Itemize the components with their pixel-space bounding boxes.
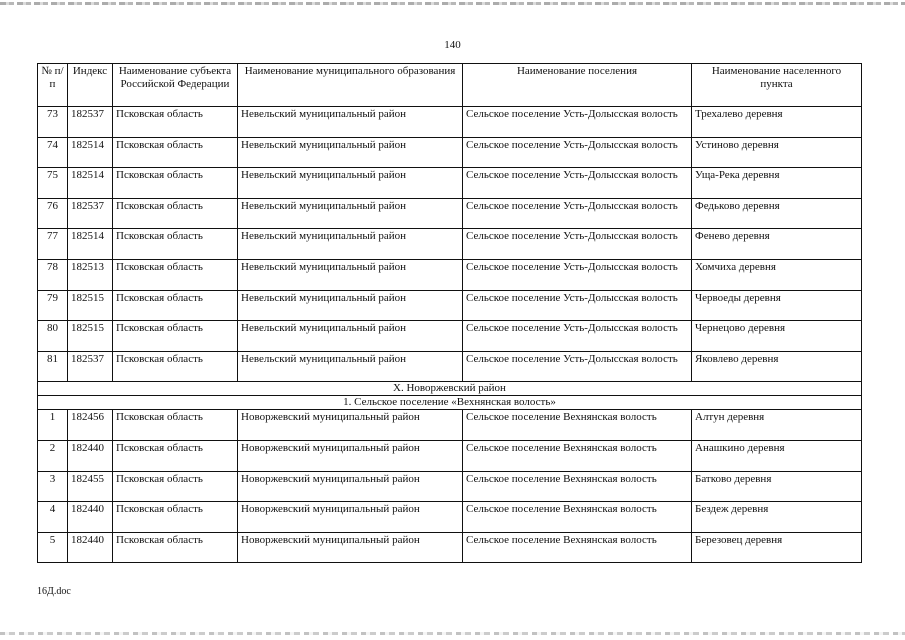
cell-settlement: Сельское поселение Вехнянская волость (463, 532, 692, 563)
table-row (38, 198, 862, 229)
cell-num: 75 (38, 168, 68, 199)
table-body-novorzhev (38, 410, 862, 563)
cell-num: 73 (38, 107, 68, 138)
cell-municipal: Невельский муниципальный район (238, 229, 463, 260)
header-municipal: Наименование муниципального образования (238, 64, 463, 107)
cell-settlement: Сельское поселение Усть-Долысская волость (463, 259, 692, 290)
cell-subject: Псковская область (113, 440, 238, 471)
cell-locality: Алтун деревня (692, 410, 862, 441)
cell-municipal: Невельский муниципальный район (238, 351, 463, 382)
footer-filename: 16Д.doc (37, 586, 71, 597)
table-row (38, 321, 862, 352)
section-settlement-title: 1. Сельское поселение «Вехнянская волость» (38, 396, 862, 410)
cell-num: 80 (38, 321, 68, 352)
cell-num: 77 (38, 229, 68, 260)
cell-locality: Анашкино деревня (692, 440, 862, 471)
cell-index: 182515 (68, 321, 113, 352)
section-district-title: X. Новоржевский район (38, 382, 862, 396)
cell-index: 182537 (68, 351, 113, 382)
header-locality: Наименование населенного пункта (692, 64, 862, 107)
cell-num: 1 (38, 410, 68, 441)
cell-subject: Псковская область (113, 532, 238, 563)
cell-locality: Батково деревня (692, 471, 862, 502)
cell-locality: Червоеды деревня (692, 290, 862, 321)
table-row (38, 137, 862, 168)
cell-settlement: Сельское поселение Вехнянская волость (463, 410, 692, 441)
cell-locality: Уща-Река деревня (692, 168, 862, 199)
cell-settlement: Сельское поселение Усть-Долысская волость (463, 168, 692, 199)
cell-num: 74 (38, 137, 68, 168)
cell-num: 2 (38, 440, 68, 471)
cell-subject: Псковская область (113, 137, 238, 168)
cell-municipal: Невельский муниципальный район (238, 259, 463, 290)
cell-index: 182514 (68, 168, 113, 199)
cell-index: 182440 (68, 502, 113, 533)
cell-index: 182455 (68, 471, 113, 502)
cell-index: 182513 (68, 259, 113, 290)
cell-num: 5 (38, 532, 68, 563)
cell-locality: Устиново деревня (692, 137, 862, 168)
cell-municipal: Новоржевский муниципальный район (238, 471, 463, 502)
cell-num: 4 (38, 502, 68, 533)
cell-locality: Чернецово деревня (692, 321, 862, 352)
table-row (38, 471, 862, 502)
table-row (38, 532, 862, 563)
page-number: 140 (444, 39, 461, 51)
table-row (38, 107, 862, 138)
cell-subject: Псковская область (113, 168, 238, 199)
table-sections (38, 382, 862, 410)
cell-subject: Псковская область (113, 107, 238, 138)
cell-settlement: Сельское поселение Усть-Долысская волость (463, 137, 692, 168)
table-row (38, 290, 862, 321)
table-body-nevel (38, 107, 862, 382)
section-row-district (38, 382, 862, 396)
cell-settlement: Сельское поселение Вехнянская волость (463, 440, 692, 471)
cell-locality: Бездеж деревня (692, 502, 862, 533)
table-row (38, 440, 862, 471)
cell-index: 182515 (68, 290, 113, 321)
cell-subject: Псковская область (113, 351, 238, 382)
table-header-row (38, 64, 862, 107)
cell-subject: Псковская область (113, 471, 238, 502)
table-row (38, 229, 862, 260)
table-row (38, 259, 862, 290)
cell-index: 182456 (68, 410, 113, 441)
cell-index: 182514 (68, 229, 113, 260)
cell-settlement: Сельское поселение Усть-Долысская волость (463, 107, 692, 138)
cell-municipal: Невельский муниципальный район (238, 107, 463, 138)
cell-municipal: Новоржевский муниципальный район (238, 532, 463, 563)
cell-num: 79 (38, 290, 68, 321)
locality-table (37, 63, 862, 563)
cell-locality: Федьково деревня (692, 198, 862, 229)
cell-municipal: Новоржевский муниципальный район (238, 440, 463, 471)
cell-index: 182537 (68, 107, 113, 138)
cell-index: 182514 (68, 137, 113, 168)
header-settlement: Наименование поселения (463, 64, 692, 107)
cell-settlement: Сельское поселение Вехнянская волость (463, 471, 692, 502)
cell-municipal: Невельский муниципальный район (238, 137, 463, 168)
cell-num: 76 (38, 198, 68, 229)
table-row (38, 168, 862, 199)
cell-num: 81 (38, 351, 68, 382)
scan-edge-top (0, 2, 905, 5)
cell-municipal: Невельский муниципальный район (238, 168, 463, 199)
cell-subject: Псковская область (113, 502, 238, 533)
cell-settlement: Сельское поселение Усть-Долысская волость (463, 290, 692, 321)
cell-subject: Псковская область (113, 290, 238, 321)
cell-settlement: Сельское поселение Усть-Долысская волость (463, 229, 692, 260)
cell-subject: Псковская область (113, 198, 238, 229)
cell-subject: Псковская область (113, 321, 238, 352)
cell-num: 78 (38, 259, 68, 290)
cell-locality: Фенево деревня (692, 229, 862, 260)
cell-index: 182440 (68, 532, 113, 563)
cell-subject: Псковская область (113, 229, 238, 260)
cell-municipal: Новоржевский муниципальный район (238, 502, 463, 533)
header-subject: Наименование субъекта Российской Федерации (113, 64, 238, 107)
section-row-settlement (38, 396, 862, 410)
cell-index: 182537 (68, 198, 113, 229)
cell-subject: Псковская область (113, 410, 238, 441)
header-index: Индекс (68, 64, 113, 107)
table-row (38, 410, 862, 441)
cell-settlement: Сельское поселение Усть-Долысская волость (463, 351, 692, 382)
cell-index: 182440 (68, 440, 113, 471)
cell-municipal: Невельский муниципальный район (238, 321, 463, 352)
cell-locality: Трехалево деревня (692, 107, 862, 138)
cell-subject: Псковская область (113, 259, 238, 290)
cell-locality: Березовец деревня (692, 532, 862, 563)
cell-locality: Хомчиха деревня (692, 259, 862, 290)
cell-locality: Яковлево деревня (692, 351, 862, 382)
scan-edge-bottom (0, 632, 905, 635)
cell-municipal: Невельский муниципальный район (238, 198, 463, 229)
cell-settlement: Сельское поселение Усть-Долысская волость (463, 198, 692, 229)
header-num: № п/п (38, 64, 68, 107)
cell-settlement: Сельское поселение Усть-Долысская волость (463, 321, 692, 352)
cell-municipal: Невельский муниципальный район (238, 290, 463, 321)
table-row (38, 351, 862, 382)
cell-municipal: Новоржевский муниципальный район (238, 410, 463, 441)
cell-settlement: Сельское поселение Вехнянская волость (463, 502, 692, 533)
table-row (38, 502, 862, 533)
cell-num: 3 (38, 471, 68, 502)
